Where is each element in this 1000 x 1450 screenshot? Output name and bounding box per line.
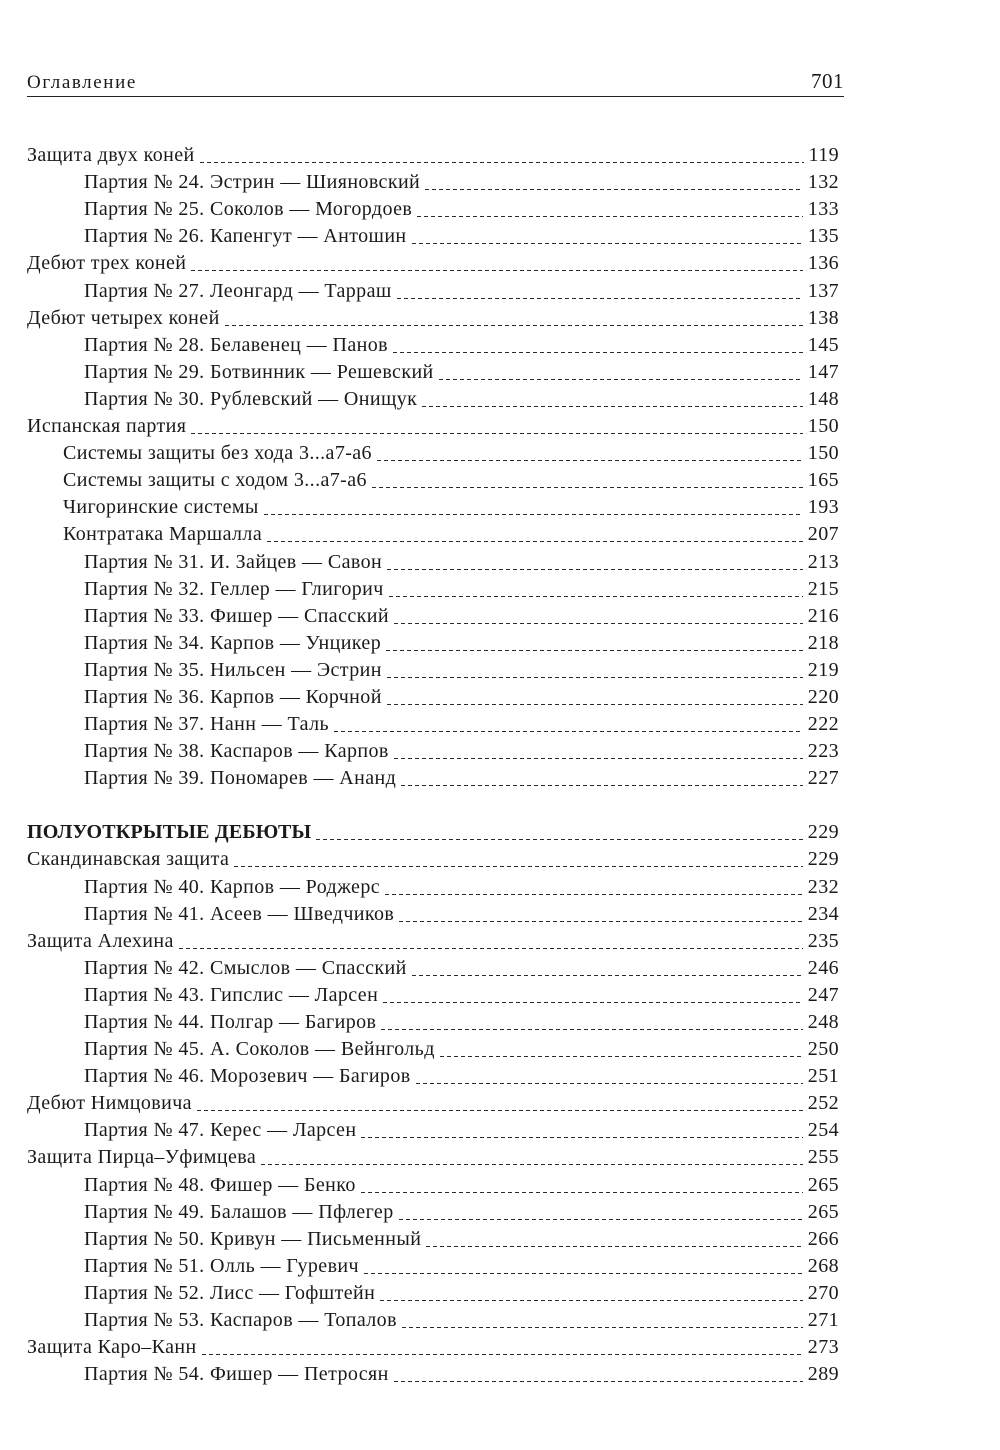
toc-entry-page: 271 [807,1309,839,1332]
toc-game-entry [27,221,839,248]
dot-leader [380,1291,803,1305]
page-number: 701 [811,69,844,93]
toc-entry-page: 252 [807,1092,839,1115]
toc-entry-page: 150 [807,442,839,465]
toc-entry-title: Партия № 38. Каспаров — Карпов [84,740,389,763]
dot-leader [267,532,803,546]
toc-game-entry [27,1061,839,1088]
dot-leader [191,261,802,275]
dot-leader [402,1318,803,1332]
running-header [27,66,844,97]
toc-entry-page: 227 [807,767,839,790]
dot-leader [416,1074,803,1088]
toc-game-entry [27,1251,839,1278]
toc-entry-title: Партия № 46. Морозевич — Багиров [84,1065,411,1088]
toc-entry-title: Партия № 43. Гипслис — Ларсен [84,983,379,1006]
toc-entry-page: 193 [807,496,839,519]
toc-subsection-entry [27,465,839,492]
toc-entry-title: Чигоринские системы [63,496,259,519]
toc-entry-title: Партия № 39. Пономарев — Ананд [84,767,397,790]
toc-entry-page: 289 [807,1363,839,1386]
toc-entry-page: 215 [807,577,839,600]
toc-game-entry [27,574,839,601]
toc-entry-title: Контратака Маршалла [63,523,263,546]
dot-leader [386,641,803,655]
toc-entry-page: 220 [807,685,839,708]
toc-entry-title: Партия № 25. Соколов — Могордоев [84,198,413,221]
toc-section-entry [27,1332,839,1359]
toc-entry-title: Дебют трех коней [27,252,187,275]
toc-game-entry [27,330,839,357]
toc-entry-page: 135 [807,225,839,248]
toc-entry-title: Партия № 53. Каспаров — Топалов [84,1309,397,1332]
toc-entry-page: 250 [807,1038,839,1061]
toc-entry-page: 234 [807,902,839,925]
dot-leader [200,153,804,167]
toc-game-entry [27,899,839,926]
toc-entry-title: Партия № 37. Нанн — Таль [84,713,329,736]
toc-entry-title: Партия № 24. Эстрин — Шияновский [84,171,421,194]
toc-entry-title: Скандинавская защита [27,848,230,871]
toc-entry-title: Партия № 51. Олль — Гуревич [84,1254,359,1277]
toc-entry-title: Партия № 36. Карпов — Корчной [84,685,382,708]
toc-entry-page: 219 [807,658,839,681]
dot-leader [389,587,803,601]
toc-entry-page: 133 [807,198,839,221]
toc-entry-page: 216 [807,604,839,627]
toc-entry-page: 138 [807,306,839,329]
toc-entry-title: Партия № 32. Геллер — Глигорич [84,577,384,600]
dot-leader [361,1183,803,1197]
toc-game-entry [27,763,839,790]
toc-entry-page: 213 [807,550,839,573]
toc-entry-page: 248 [807,1011,839,1033]
toc-entry-title: Партия № 27. Леонгард — Тарраш [84,279,392,302]
toc-entry-page: 266 [807,1227,839,1250]
toc-section-entry [27,817,839,844]
toc-entry-title: Партия № 50. Кривун — Письменный [84,1227,422,1250]
toc-entry-page: 147 [807,360,839,383]
dot-leader [399,1210,803,1224]
dot-leader [387,695,803,709]
toc-game-entry [27,1169,839,1196]
toc-section-entry [27,844,839,871]
toc-game-entry [27,1359,839,1386]
dot-leader [425,180,803,194]
toc-entry-page: 268 [807,1254,839,1277]
toc-entry-page: 270 [807,1281,839,1304]
toc-entry-page: 223 [807,740,839,763]
toc-entry-page: 235 [807,929,839,952]
toc-entry-title: Партия № 31. И. Зайцев — Савон [84,550,383,573]
toc-game-entry [27,1224,839,1251]
toc-entry-page: 247 [807,983,839,1006]
toc-entry-title: Партия № 49. Балашов — Пфлегер [84,1200,394,1223]
dot-leader [417,207,803,221]
header-title: Оглавление [27,72,137,93]
toc-subsection-entry [27,519,839,546]
toc-game-entry [27,167,839,194]
dot-leader [440,1047,803,1061]
toc-entry-title: Испанская партия [27,415,187,438]
toc-entry-title: Партия № 47. Керес — Ларсен [84,1119,357,1142]
toc-entry-page: 137 [807,279,839,302]
toc-section-entry [27,926,839,953]
toc-game-entry [27,1305,839,1332]
toc-entry-title: ПОЛУОТКРЫТЫЕ ДЕБЮТЫ [27,821,312,844]
toc-subsection-entry [27,492,839,519]
toc-entry-page: 232 [807,875,839,898]
toc-section-entry [27,303,839,330]
toc-entry-page: 150 [807,415,839,438]
toc-entry-page: 218 [807,631,839,654]
toc-entry-title: Партия № 30. Рублевский — Онищук [84,387,418,410]
toc-game-entry [27,357,839,384]
toc-entry-title: Защита Алехина [27,929,174,952]
dot-leader [225,316,803,330]
toc-game-entry [27,384,839,411]
toc-entry-title: Партия № 34. Карпов — Унцикер [84,631,382,654]
toc-game-entry [27,194,839,221]
dot-leader [412,966,803,980]
toc-game-entry [27,1197,839,1224]
toc-entry-title: Партия № 28. Белавенец — Панов [84,333,388,356]
toc-game-entry [27,601,839,628]
dot-leader [394,1372,803,1386]
toc-entry-page: 254 [807,1119,839,1142]
dot-leader [202,1345,803,1359]
dot-leader [381,1020,802,1034]
toc-game-entry [27,1034,839,1061]
toc-section-entry [27,140,839,167]
toc-entry-title: Системы защиты с ходом 3...a7-a6 [63,469,367,492]
toc-entry-page: 165 [807,469,839,492]
toc-entry-title: Защита Каро–Канн [27,1336,197,1359]
dot-leader [383,993,803,1007]
toc-entry-page: 229 [807,848,839,871]
dot-leader [364,1264,803,1278]
dot-leader [385,885,803,899]
toc-entry-page: 255 [807,1146,839,1169]
dot-leader [372,478,803,492]
dot-leader [412,234,803,248]
dot-leader [264,505,803,519]
toc-subsection-entry [27,438,839,465]
dot-leader [234,857,803,871]
table-of-contents [27,140,839,1386]
toc-section-entry [27,411,839,438]
toc-entry-page: 265 [807,1173,839,1196]
toc-game-entry [27,682,839,709]
toc-section-entry [27,248,839,275]
toc-entry-title: Системы защиты без хода 3...a7-a6 [63,442,372,465]
toc-game-entry [27,628,839,655]
toc-game-entry [27,275,839,302]
toc-entry-page: 132 [807,171,839,194]
toc-entry-page: 246 [807,956,839,979]
toc-entry-title: Партия № 54. Фишер — Петросян [84,1363,389,1386]
toc-entry-title: Партия № 45. А. Соколов — Вейнгольд [84,1038,435,1061]
dot-leader [387,668,803,682]
toc-game-entry [27,953,839,980]
dot-leader [334,722,803,736]
toc-entry-page: 229 [807,821,839,844]
dot-leader [393,343,803,357]
toc-entry-title: Партия № 35. Нильсен — Эстрин [84,658,382,681]
toc-game-entry [27,980,839,1007]
toc-entry-title: Партия № 48. Фишер — Бенко [84,1173,356,1196]
dot-leader [394,749,803,763]
dot-leader [316,830,802,844]
toc-section-entry [27,1142,839,1169]
dot-leader [361,1128,802,1142]
toc-entry-page: 265 [807,1200,839,1223]
toc-entry-page: 148 [807,387,839,410]
dot-leader [439,370,803,384]
toc-game-entry [27,1115,839,1142]
dot-leader [422,397,803,411]
dot-leader [426,1237,802,1251]
toc-game-entry [27,546,839,573]
toc-entry-title: Дебют четырех коней [27,306,220,329]
dot-leader [191,424,802,438]
toc-game-entry [27,871,839,898]
toc-entry-title: Партия № 52. Лисс — Гофштейн [84,1281,376,1304]
dot-leader [401,776,803,790]
toc-entry-page: 145 [807,333,839,356]
toc-game-entry [27,1007,839,1034]
toc-game-entry [27,1278,839,1305]
dot-leader [179,939,803,953]
toc-entry-title: Партия № 40. Карпов — Роджерс [84,875,381,898]
toc-entry-title: Партия № 44. Полгар — Багиров [84,1011,377,1033]
dot-leader [397,289,803,303]
toc-entry-page: 119 [808,144,839,167]
toc-entry-page: 222 [807,713,839,736]
toc-game-entry [27,709,839,736]
toc-entry-title: Защита Пирца–Уфимцева [27,1146,257,1169]
dot-leader [377,451,803,465]
dot-leader [387,560,803,574]
toc-section-entry [27,1088,839,1115]
dot-leader [399,912,803,926]
toc-entry-title: Партия № 41. Асеев — Шведчиков [84,902,395,925]
toc-game-entry [27,736,839,763]
toc-entry-page: 273 [807,1336,839,1359]
dot-leader [261,1155,803,1169]
toc-entry-title: Партия № 26. Капенгут — Антошин [84,225,407,248]
toc-entry-title: Дебют Нимцовича [27,1092,192,1115]
dot-leader [197,1101,803,1115]
toc-entry-title: Партия № 42. Смыслов — Спасский [84,956,407,979]
dot-leader [394,614,803,628]
toc-entry-page: 207 [807,523,839,546]
toc-entry-page: 136 [807,252,839,275]
toc-entry-title: Партия № 29. Ботвинник — Решевский [84,360,434,383]
toc-game-entry [27,655,839,682]
toc-entry-title: Защита двух коней [27,144,195,167]
toc-entry-title: Партия № 33. Фишер — Спасский [84,604,389,627]
toc-entry-page: 251 [807,1065,839,1088]
